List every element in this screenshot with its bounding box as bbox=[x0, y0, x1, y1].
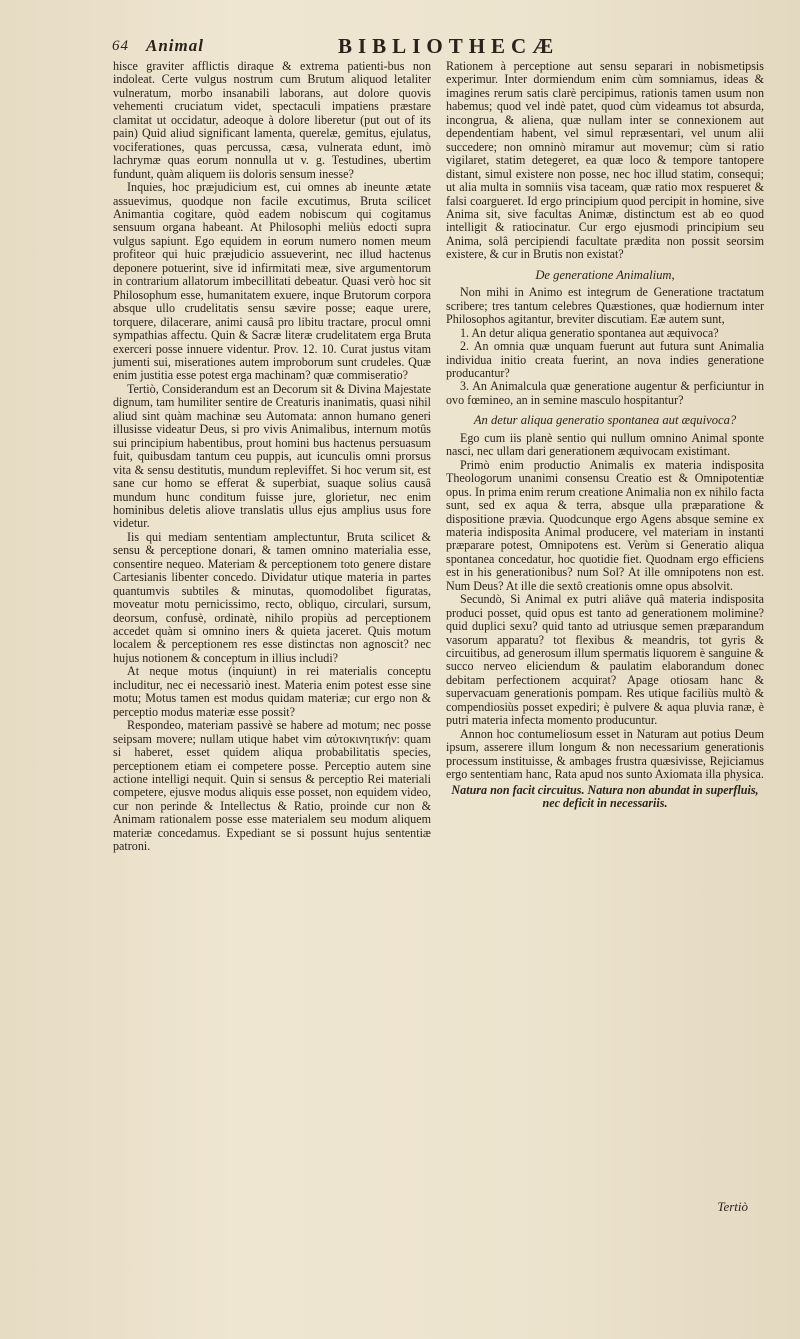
right-paragraph-5: Annon hoc contumeliosum esset in Naturam aut potius Deum ipsum, asserere illum longum & non necessarium generationis processum instituisse, & ambages frustra quæsivisse, Rejiciamus ergo sententiam hanc, Rata apud nos sunto Axiomata illa physica. bbox=[446, 726, 764, 782]
right-paragraph-1: Rationem à perceptione aut sensu separari in nobismetipsis experimur. Inter dormiendum enim cùm somniamus, ideas & imagines rerum satis clarè percipimus, rationis tamen usum non habemus; quod vel indè patet, quod cùm videamus tot absurda, incongrua, & aliena, quæ nullam inter se connexionem aut dependentiam habent, vel simul repræsentari, vel unum alii succedere; non omninò miramur aut movemur; cùm si ratio vigilaret, statim detegeret, ea quæ loco & tempore tantopere distant, simul existere non posse, nec hoc illud statim, consequi; ut alia multa in somniis visa taceam, quæ ratio mox respueret & falsi coargueret. Id ergo principium quod percipit in homine, sive Anima sit, sive facultas Animæ, distinctum est ab eo quod intelligit & ratiocinatur. Cur ergo ejusmodi principium seu Anima, solâ percipiendi facultate prædita non possit seorsim existere, & cur in Brutis non existat? bbox=[446, 59, 764, 262]
page-number: 64 bbox=[112, 38, 129, 54]
page-title: BIBLIOTHECÆ bbox=[338, 34, 560, 58]
right-paragraph-3: Primò enim productio Animalis ex materia indisposita Theologorum unanimi consensu Creatio est & Omnipotentiæ opus. In prima enim rerum creatione Animalia non ex nihilo facta sunt, sed ex aqua & terra, absque ulla præparatione & dispositione prævia. Quodcunque ergo Agens absque semine ex materia indisposita Animal producere, vel materiam in instanti præparare potest, Omnipotens est. Verùm si Generatio aliqua spontanea concedatur, hoc quotidie fiet. Quodnam ergo efficiens est in his generationibus? num Sol? At ille omnipotens non est. Num Deus? At ille die sextô creationis omne opus absolvit. bbox=[446, 457, 764, 593]
left-paragraph-5: At neque motus (inquiunt) in rei materialis conceptu includitur, nec ei necessariò inest. Materia enim potest esse sine motu; Motus tamen est modus quidam materiæ; cur ergo non & perceptio modus materiæ esse possit? bbox=[113, 664, 431, 719]
intro-paragraph: Non mihi in Animo est integrum de Generatione tractatum scribere; tres tantum celebres Quæstiones, quæ hodiernum inter Philosophos agitantur, breviter discutiam. Eæ autem sunt, bbox=[446, 285, 764, 327]
question-1: 1. An detur aliqua generatio spontanea aut æquivoca? bbox=[460, 325, 719, 340]
page-header bbox=[112, 34, 752, 58]
subheading: An detur aliqua generatio spontanea aut æquivoca? bbox=[473, 413, 737, 428]
left-paragraph-2: Inquies, hoc præjudicium est, cui omnes ab ineunte ætate assuevimus, quodque non facile excutimus, Bruta scilicet Animantia cogitare, quòd eadem nobiscum qui cogitamus sensuum organa habeant. At Philosophi meliùs edocti supra vulgus sapiunt. Ego equidem in eorum numero nomen meum profiteor qui huic præjudicio assueverint, nec illud hactenus deponere potuerint, sive id infirmitati meæ, sive argumentorum in contrarium allatorum imbecillitati debeatur. Quasi verò hoc sit Philosophum esse, humanitatem exuere, inque Brutorum corpora absque ullo crudelitatis sensu sævire posse; eaque urere, torquere, dilacerare, animi causâ pro libitu tractare, procul omni sympathias affectu. Quin & Sacræ literæ crudelitatem erga Bruta exerceri posse innuere videntur. Prov. 12. 10. Curat justus vitam jumenti sui, miserationes autem improborum sunt crudeles. Quæ enim justitia esse potest erga machinam? quæ commiseratio? bbox=[113, 180, 431, 383]
question-3: 3. An Animalcula quæ generatione augentur & perficiuntur in ovo fœmineo, an in semine masculo hospitantur? bbox=[446, 379, 764, 407]
section-heading: De generatione Animalium, bbox=[535, 267, 675, 282]
question-2: 2. An omnia quæ unquam fuerunt aut futura sunt Animalia individua initio creata fuerint, an nova indies generatione producantur? bbox=[446, 339, 764, 380]
catchword: Tertiò bbox=[717, 1199, 748, 1214]
left-paragraph-4: Iis qui mediam sententiam amplectuntur, Bruta scilicet & sensu & perceptione donari, & tamen omnino materialia esse, consentire nequeo. Materiam & perceptionem toto genere distare Cartesianis libenter concedo. Dividatur utique materia in partes quantumvis subtiles & minutas, quomodolibet figuratas, moveatur motu pernicissimo, recto, obliquo, circulari, sursum, deorsum, confusè, ordinatè, nihilo propiùs ad perceptionem accedet quàm si omnino iners & quieta jaceret. Quis motum localem & perceptionem res esse distinctas non agnoscit? nec hujus notionem & conceptum in illius includi? bbox=[113, 529, 431, 665]
left-column bbox=[113, 60, 431, 854]
running-head: Animal bbox=[146, 36, 204, 55]
left-paragraph-6: Respondeo, materiam passivè se habere ad motum; nec posse seipsam movere; nullam utique habet vim αὐτοκινητικήν: quam si haberet, esset quidem aliqua probabilitatis species, perceptionem etiam ei competere posse. Perceptio autem sine actione intelligi nequit. Quin si sensus & perceptio Rei materiali competere, ejusve modus aliquis esse posset, non equidem video, cur non perinde & Intellectus & Ratio, proinde cur non & Animam rationalem posse esse materialem seu modum aliquem materiæ concedamus. Expediant se si possunt hujus sententiæ patroni. bbox=[113, 718, 431, 854]
right-paragraph-4: Secundò, Si Animal ex putri aliâve quâ materia indisposita produci posset, quid opus est tanto ad generationem molimine? quid duplici sexu? quid tanto ad utriusque semen præparandum vasorum apparatu? tot flexibus & meandris, tot gyris & circuitibus, ad generosum illum spermatis liquorem è sanguine & succo nerveo eliciendum & paulatim elaborandum donec debitam perfectionem acquirat? Apage otiosam hanc & supervacuam generationis pompam. Res utique faciliùs multò & compendiosiùs posset expediri; è pulvere & aqua pluvia ranæ, è putri materia infecta momento producuntur. bbox=[446, 592, 764, 728]
left-paragraph-1: hisce graviter afflictis diraque & extrema patienti-bus non indoleat. Certe vulgus nostrum cum Brutum aliquod letaliter vulneratum, morbo insanabili laborans, aut dolore quovis vehementi cruciatum videt, spectaculi impatiens præstare clamitat ut occidatur, adeoque à dolore liberetur (put out of its pain) Quid aliud significant lamenta, querelæ, gemitus, ejulatus, vociferationes, quas percussa, cæsa, vulnerata edunt, imò lachrymæ quas eorum nonnulla ut v. g. Testudines, ubertim fundunt, quàm aliquem iis doloris sensum inesse? bbox=[113, 59, 431, 181]
closing-maxim: Natura non facit circuitus. Natura non abundat in superfluis, nec deficit in necessariis. bbox=[451, 782, 759, 811]
right-column bbox=[446, 60, 764, 810]
left-paragraph-3: Tertiò, Considerandum est an Decorum sit & Divina Majestate dignum, tam humiliter sentire de Creaturis inanimatis, quasi nihil aliud sint quàm machinæ seu Automata: annon humano generi illusisse videatur Deus, si pro vivis Animalibus, internum motûs sui principium habentibus, prout homini bus hactenus persuasum fuit, quibusdam tantum ceu puppis, aut icunculis omni prorsus vita & sensu destitutis, mundum repleviffet. Si hoc verum sit, est sane cur homo se efferat & superbiat, suaque solius causâ mundum hunc conditum fuisse jure, glorietur, nec enim hominibus deletis aliove translatis ullus ejus amplius usus fore videtur. bbox=[113, 381, 431, 531]
right-paragraph-2: Ego cum iis planè sentio qui nullum omnino Animal sponte nasci, nec ullam dari generationem æquivocam existimant. bbox=[446, 430, 764, 459]
